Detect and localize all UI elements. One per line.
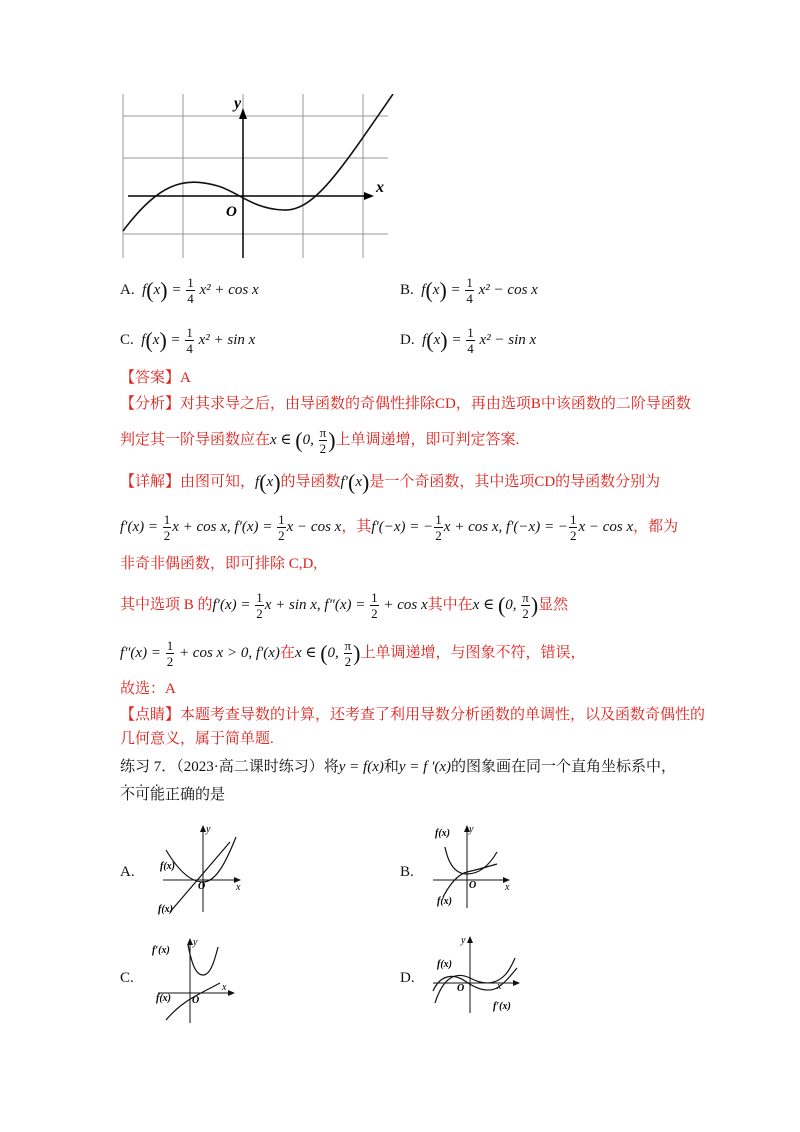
svg-text:f(x): f(x) bbox=[158, 904, 173, 915]
function-curve bbox=[123, 94, 393, 231]
analysis-line-2: 判定其一阶导函数应在x ∈ (0, $\frac{\pi}{2}$ )上单调递增，即可判定答案. bbox=[120, 425, 520, 456]
svg-text:O: O bbox=[198, 881, 206, 892]
svg-text:x: x bbox=[497, 981, 502, 992]
ex7-option-c[interactable]: C. bbox=[120, 970, 134, 986]
detail-line-4: 其中选项 B 的f′(x) = $\frac{1}{2}$ x + sin x, f″(x) = $\frac{1}{2}$ + cos x其中在x ∈ (0, $\frac{\pi}{2}$ )显然 bbox=[120, 590, 569, 621]
svg-text:f(x): f(x) bbox=[437, 896, 452, 907]
svg-text:O: O bbox=[457, 983, 465, 994]
detail-line-3: 非奇非偶函数，即可排除 C,D, bbox=[120, 556, 318, 572]
option-c[interactable]: C. f(x) = $\frac{1}{4}$ x² + sin x bbox=[120, 325, 256, 356]
exercise7-line-1: 练习 7．（2023·高二课时练习）将y = f(x)和y = f ′(x)的图象画在同一个直角坐标系中， bbox=[120, 759, 677, 775]
option-a[interactable]: A. f(x) = $\frac{1}{4}$ x² + cos x bbox=[120, 275, 259, 306]
ex7-graph-d bbox=[425, 933, 525, 1023]
svg-text:y: y bbox=[206, 824, 211, 835]
svg-text:O: O bbox=[469, 880, 477, 891]
option-d[interactable]: D. f(x) = $\frac{1}{4}$ x² − sin x bbox=[400, 325, 537, 356]
ex7-option-a[interactable]: A. bbox=[120, 864, 135, 880]
ex7-graph-c bbox=[148, 935, 248, 1025]
svg-text:O: O bbox=[192, 995, 200, 1006]
comment-line-1: 【点睛】本题考查导数的计算，还考查了利用导数分析函数的单调性，以及函数奇偶性的 bbox=[120, 707, 706, 723]
svg-text:f(x): f(x) bbox=[160, 861, 175, 872]
detail-line-5: f″(x) = $\frac{1}{2}$ + cos x > 0, f′(x)在x ∈ (0, $\frac{\pi}{2}$ )上单调递增，与图象不符，错误， bbox=[120, 638, 586, 669]
y-axis-label: y bbox=[234, 95, 242, 112]
svg-text:y: y bbox=[461, 935, 466, 946]
exercise7-line-2: 不可能正确的是 bbox=[120, 787, 226, 803]
svg-text:x: x bbox=[505, 882, 510, 893]
analysis-line-1: 【分析】对其求导之后，由导函数的奇偶性排除CD，再由选项B中该函数的二阶导函数 bbox=[120, 396, 691, 412]
origin-label: O bbox=[226, 204, 237, 220]
comment-line-2: 几何意义，属于简单题. bbox=[120, 731, 274, 747]
emphasis-dots: ... bbox=[124, 775, 171, 790]
ex7-graph-b bbox=[425, 822, 520, 910]
x-axis-arrow bbox=[364, 192, 374, 200]
svg-text:f(x): f(x) bbox=[437, 959, 452, 970]
option-b[interactable]: B. f(x) = $\frac{1}{4}$ x² − cos x bbox=[400, 275, 538, 306]
answer-line: 【答案】A bbox=[120, 370, 191, 386]
detail-line-1: 【详解】由图可知，f(x)的导函数f′(x)是一个奇函数，其中选项CD的导函数分别为 bbox=[120, 469, 661, 495]
grid bbox=[123, 94, 388, 258]
svg-text:f′(x): f′(x) bbox=[152, 945, 170, 956]
top-function-graph bbox=[118, 94, 398, 260]
svg-text:x: x bbox=[222, 982, 227, 993]
detail-line-2: f′(x) = $\frac{1}{2}$ x + cos x, f′(x) = $\frac{1}{2}$ x − cos x，其f′(−x) = − $\frac{1}{2}$ x + cos x, f′(−x) = − $\frac{1}{2}$ x − cos x，都为 bbox=[120, 512, 679, 543]
ex7-graph-a bbox=[148, 822, 248, 917]
svg-text:y: y bbox=[193, 937, 198, 948]
detail-line-6: 故选：A bbox=[120, 681, 176, 697]
svg-text:f′(x): f′(x) bbox=[493, 1001, 511, 1012]
ex7-option-b[interactable]: B. bbox=[400, 864, 414, 880]
svg-text:f(x): f(x) bbox=[156, 993, 171, 1004]
svg-text:x: x bbox=[236, 882, 241, 893]
ex7-option-d[interactable]: D. bbox=[400, 970, 415, 986]
x-axis-label: x bbox=[376, 179, 384, 196]
svg-text:f(x): f(x) bbox=[435, 828, 450, 839]
svg-text:y: y bbox=[469, 824, 474, 835]
